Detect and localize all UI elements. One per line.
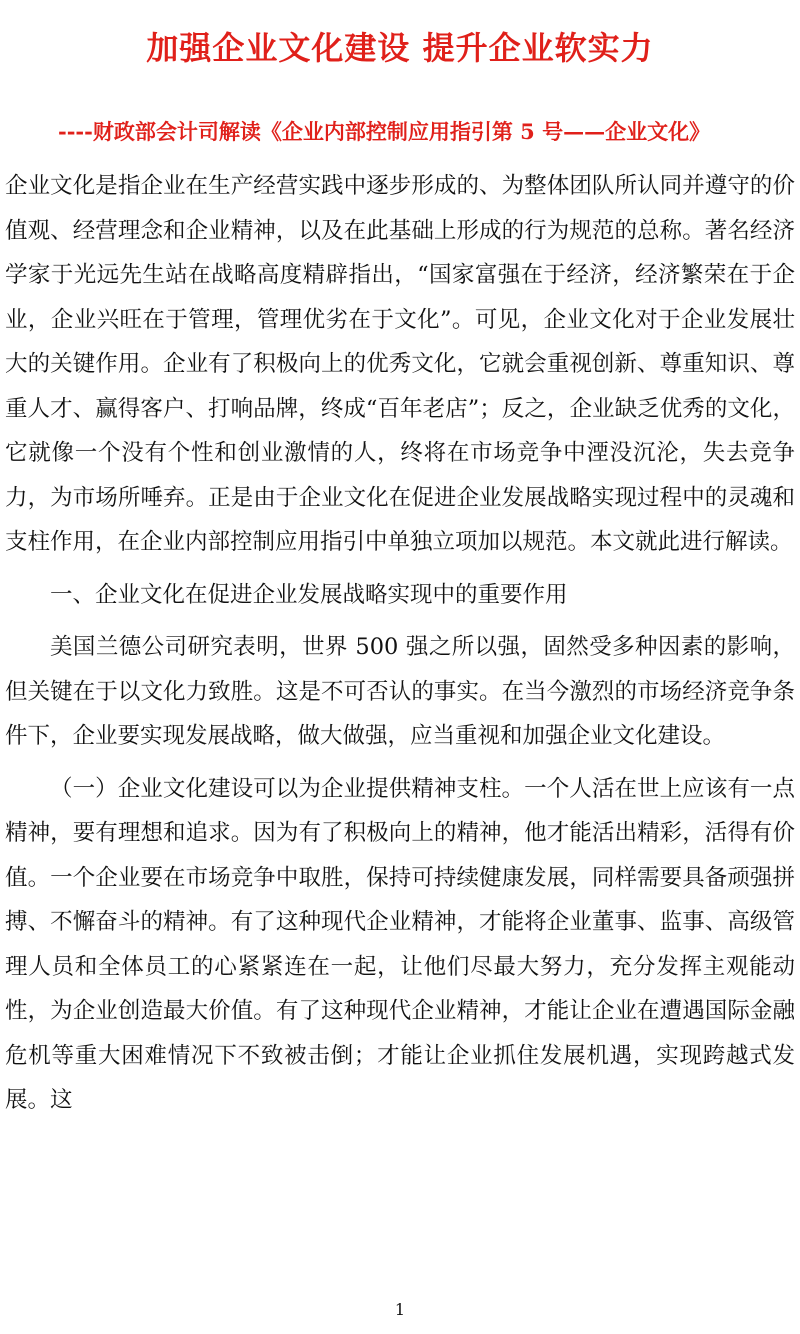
paragraph-rand-study: 美国兰德公司研究表明，世界 500 强之所以强，固然受多种因素的影响，但关键在于以文化力致胜。这是不可否认的事实。在当今激烈的市场经济竞争条件下，企业要实现发展战略，做大做强，应当重视和加强企业文化建设。 xyxy=(5,634,795,749)
page-number: 1 xyxy=(394,1300,406,1319)
paragraph-intro: 企业文化是指企业在生产经营实践中逐步形成的、为整体团队所认同并遵守的价值观、经营理念和企业精神，以及在此基础上形成的行为规范的总称。著名经济学家于光远先生站在战略高度精辟指出，“国家富强在于经济，经济繁荣在于企业，企业兴旺在于管理，管理优劣在于文化”。可见，企业文化对于企业发展壮大的关键作用。企业有了积极向上的优秀文化，它就会重视创新、尊重知识、尊重人才、赢得客户、打响品牌，终成“百年老店”；反之，企业缺乏优秀的文化，它就像一个没有个性和创业激情的人，终将在市场竞争中湮没沉沦，失去竞争力，为市场所唾弃。正是由于企业文化在促进企业发展战略实现过程中的灵魂和支柱作用，在企业内部控制应用指引中单独立项加以规范。本文就此进行解读。 xyxy=(5,173,795,555)
document-body xyxy=(5,164,795,1123)
section-heading-1: 一、企业文化在促进企业发展战略实现中的重要作用 xyxy=(50,581,568,608)
document-subtitle: ----财政部会计司解读《企业内部控制应用指引第 5 号——企业文化》 xyxy=(58,119,711,144)
paragraph-spiritual-pillar: （一）企业文化建设可以为企业提供精神支柱。一个人活在世上应该有一点精神，要有理想和追求。因为有了积极向上的精神，他才能活出精彩，活得有价值。一个企业要在市场竞争中取胜，保持可持续健康发展，同样需要具备顽强拼搏、不懈奋斗的精神。有了这种现代企业精神，才能将企业董事、监事、高级管理人员和全体员工的心紧紧连在一起，让他们尽最大努力，充分发挥主观能动性，为企业创造最大价值。有了这种现代企业精神，才能让企业在遭遇国际金融危机等重大困难情况下不致被击倒；才能让企业抓住发展机遇，实现跨越式发展。这 xyxy=(5,775,795,1113)
document-title: 加强企业文化建设 提升企业软实力 xyxy=(146,29,654,67)
